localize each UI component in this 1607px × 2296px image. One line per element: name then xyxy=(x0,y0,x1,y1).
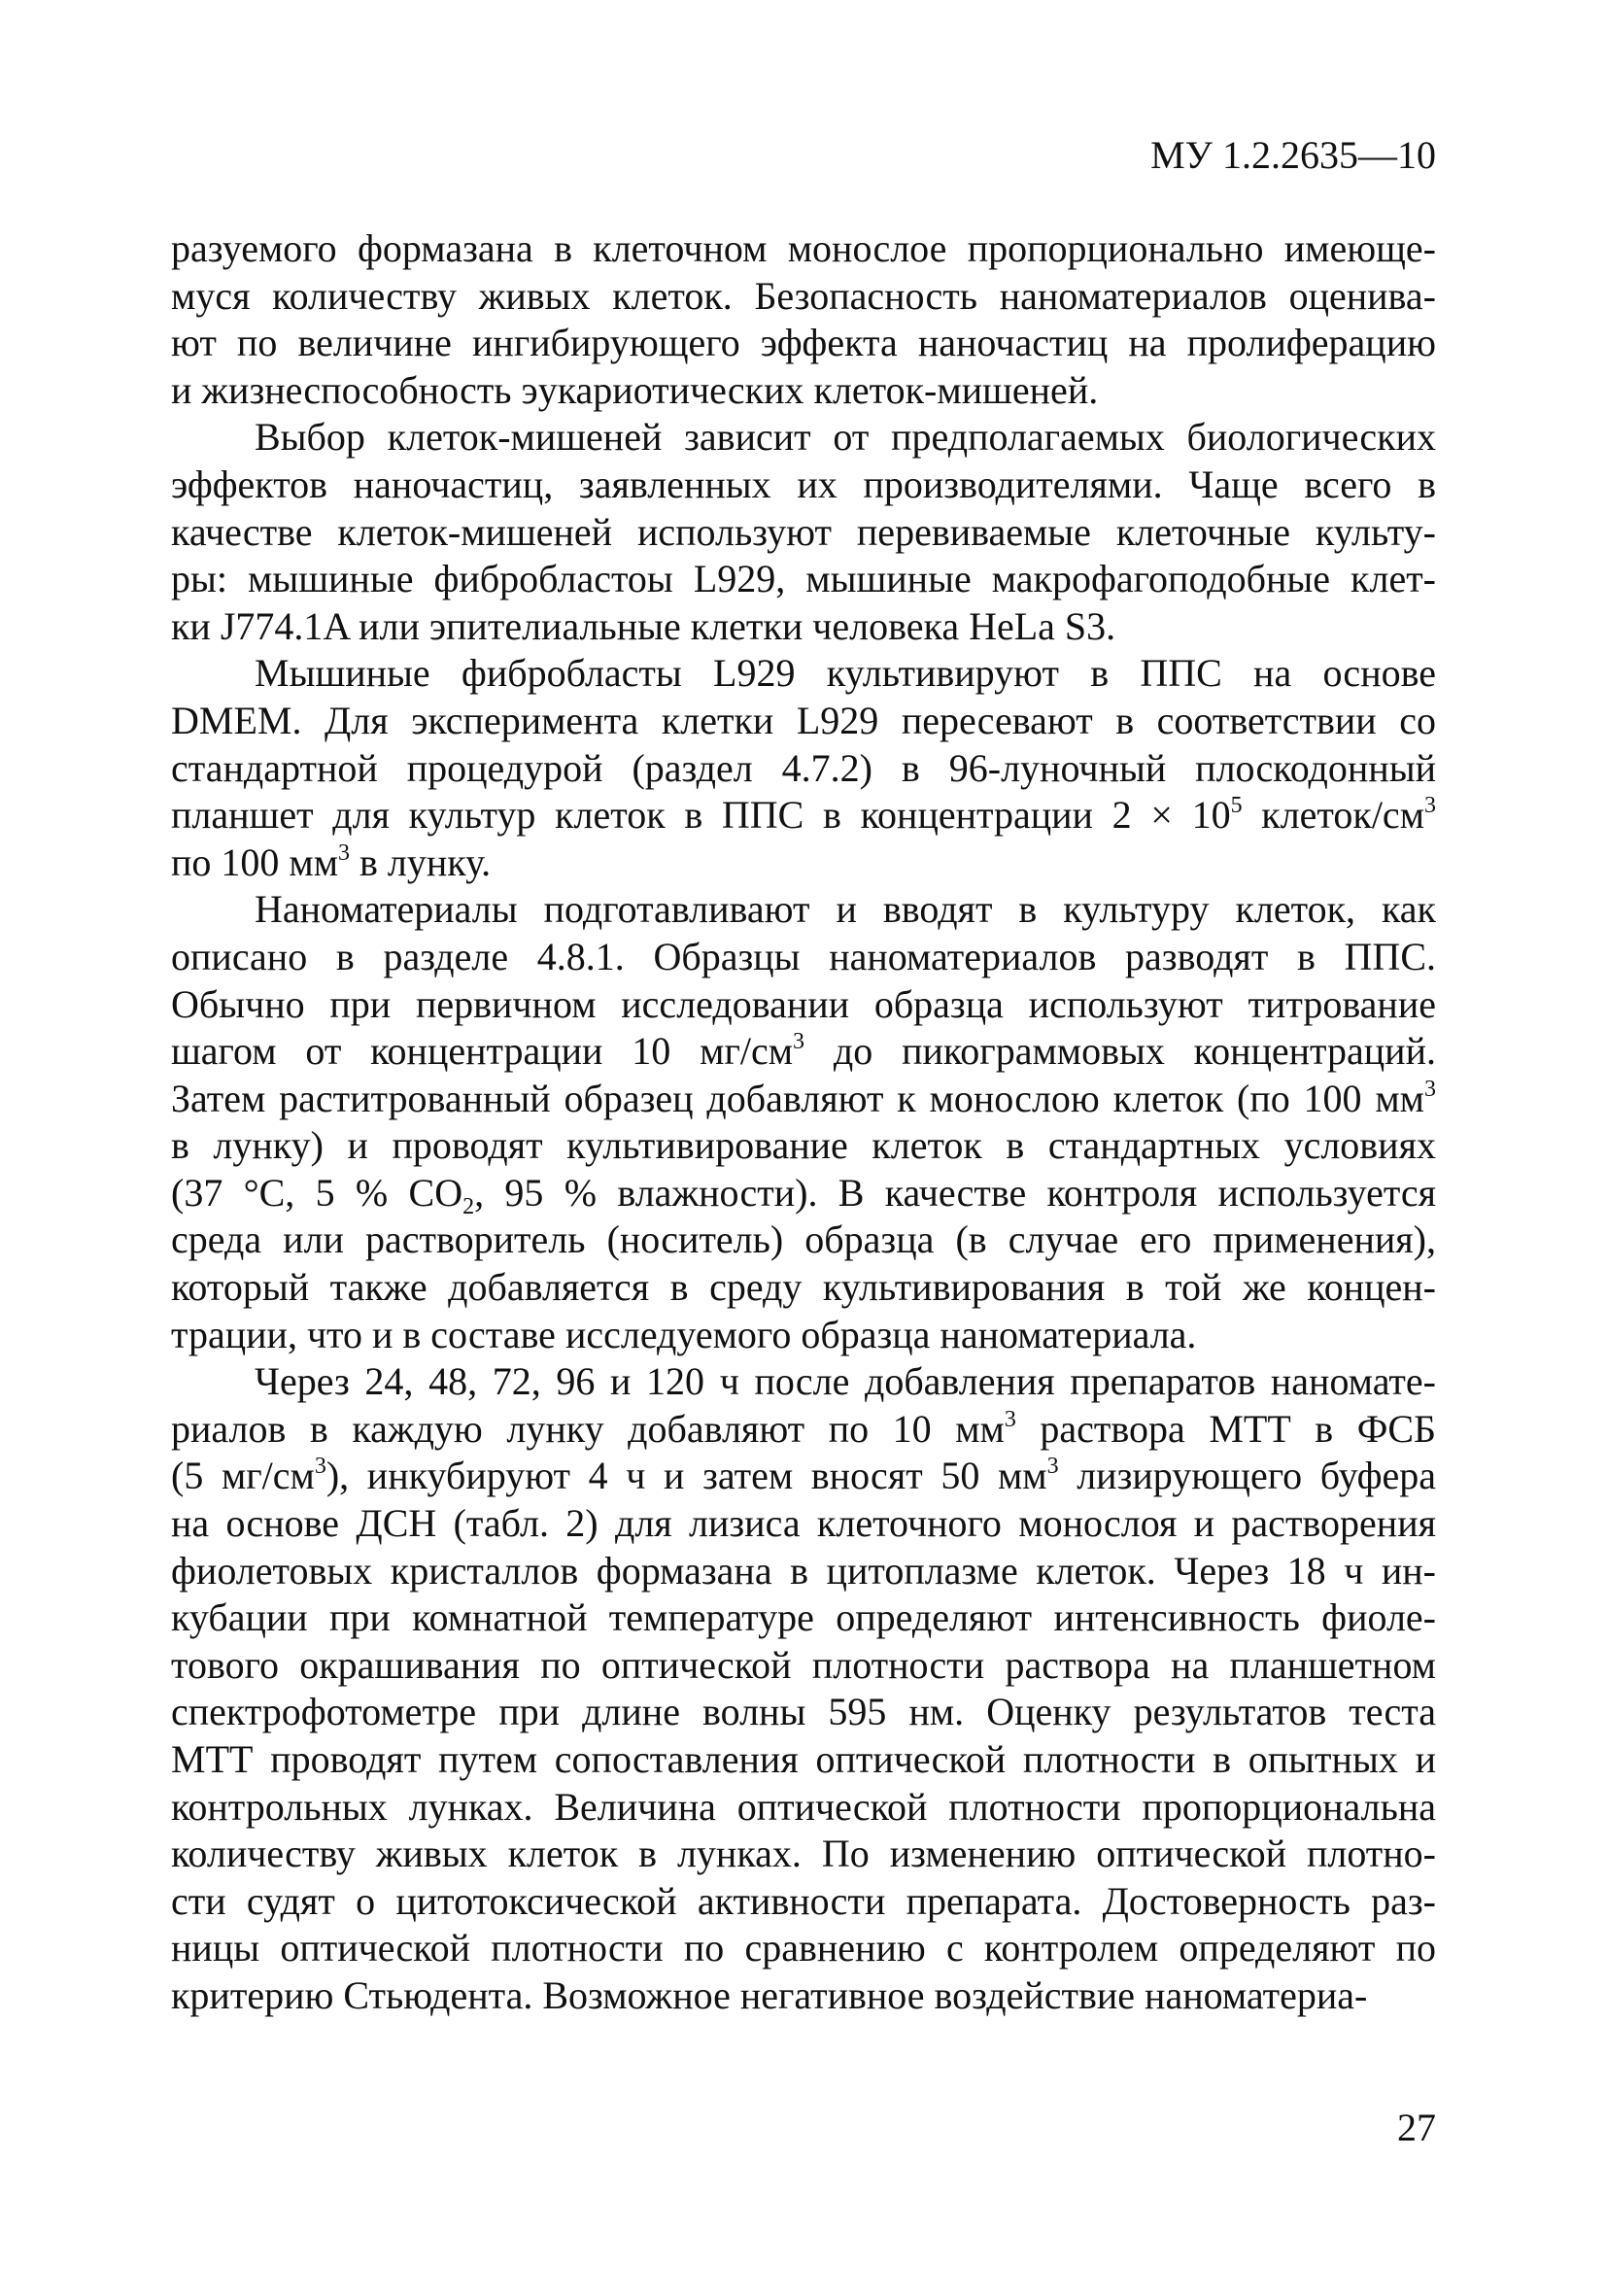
text-line xyxy=(171,840,1436,887)
text-line: Мышиные фибробласты L929 культивируют в ППС на основе xyxy=(255,651,1436,696)
text-line: Наноматериалы подготавливают и вводят в культуру клеток, как xyxy=(255,887,1436,932)
superscript: 3 xyxy=(1046,1454,1059,1480)
text-line xyxy=(171,1406,1436,1454)
text-segment: лизирующего буфера xyxy=(1058,1454,1437,1498)
text-line: контрольных лунках. Величина оптической плотности пропорциональна xyxy=(171,1784,1436,1829)
text-line: в лунку) и проводят культивирование клеток в стандартных условиях xyxy=(171,1123,1436,1168)
text-line: критерию Стьюдента. Возможное негативное воздействие наноматериа- xyxy=(171,1972,1368,2017)
text-line: ницы оптической плотности по сравнению с контролем определяют по xyxy=(171,1926,1436,1970)
text-line: Через 24, 48, 72, 96 и 120 ч после добавления препаратов наномате- xyxy=(255,1359,1436,1404)
text-line xyxy=(171,1453,1436,1500)
paragraph xyxy=(171,414,1436,650)
superscript: 3 xyxy=(1424,793,1437,819)
superscript: 3 xyxy=(1004,1406,1016,1432)
text-line xyxy=(171,1170,1436,1217)
text-line xyxy=(171,1028,1436,1076)
text-line: и жизнеспособность эукариотических клеток-мишеней. xyxy=(171,367,1099,412)
body-text xyxy=(171,225,1436,2020)
text-segment: (37 °С, 5 % СО xyxy=(171,1170,463,1215)
text-line: фиолетовых кристаллов формазана в цитоплазме клеток. Через 18 ч ин- xyxy=(171,1548,1436,1593)
document-code-header: МУ 1.2.2635—10 xyxy=(1150,133,1436,177)
text-line: муся количеству живых клеток. Безопасность наноматериалов оценива- xyxy=(171,273,1436,318)
paragraph xyxy=(171,1358,1436,2019)
text-line: Обычно при первичном исследовании образца используют титрование xyxy=(171,981,1436,1026)
text-segment: ), инкубируют 4 ч и затем вносят 50 мм xyxy=(325,1454,1047,1498)
superscript: 3 xyxy=(314,1454,326,1480)
text-line: количеству живых клеток в лунках. По изменению оптической плотно- xyxy=(171,1832,1436,1876)
text-segment: риалов в каждую лунку добавляют по 10 мм xyxy=(171,1406,1005,1451)
superscript: 3 xyxy=(1424,1076,1436,1102)
text-line: сти судят о цитотоксической активности препарата. Достоверность раз- xyxy=(171,1878,1436,1923)
text-segment: до пикограммовых концентраций. xyxy=(804,1029,1436,1074)
text-line: качестве клеток-мишеней используют перевиваемые клеточные культу- xyxy=(171,509,1436,554)
text-line: который также добавляется в среду культивирования в той же концен- xyxy=(171,1265,1436,1310)
text-line: тового окрашивания по оптической плотности раствора на планшетном xyxy=(171,1642,1436,1687)
text-segment: по 100 мм xyxy=(171,840,339,884)
text-line: на основе ДСН (табл. 2) для лизиса клеточного монослоя и растворения xyxy=(171,1501,1436,1546)
page-number: 27 xyxy=(1397,2106,1436,2149)
paragraph xyxy=(171,225,1436,414)
superscript: 3 xyxy=(338,840,351,866)
text-segment: планшет для культур клеток в ППС в концентрации 2 × 10 xyxy=(171,793,1231,838)
text-line: эффектов наночастиц, заявленных их производителями. Чаще всего в xyxy=(171,462,1436,506)
text-line: кубации при комнатной температуре определяют интенсивность фиоле- xyxy=(171,1595,1436,1640)
text-line: разуемого формазана в клеточном монослое пропорционально имеюще- xyxy=(171,226,1436,270)
subscript: 2 xyxy=(462,1193,475,1219)
text-segment: клеток/см xyxy=(1242,793,1425,838)
text-line: описано в разделе 4.8.1. Образцы наноматериалов разводят в ППС. xyxy=(171,934,1436,978)
text-segment: шагом от концентрации 10 мг/см xyxy=(171,1029,794,1074)
text-segment: (5 мг/см xyxy=(171,1454,315,1498)
text-line xyxy=(171,792,1436,840)
paragraph xyxy=(171,650,1436,886)
text-segment: в лунку. xyxy=(350,840,492,884)
text-line: спектрофотометре при длине волны 595 нм. Оценку результатов теста xyxy=(171,1690,1436,1734)
text-line: стандартной процедурой (раздел 4.7.2) в 96-луночный плоскодонный xyxy=(171,745,1436,790)
text-line: среда или растворитель (носитель) образца (в случае его применения), xyxy=(171,1217,1436,1262)
text-line: МТТ проводят путем сопоставления оптической плотности в опытных и xyxy=(171,1737,1436,1781)
text-segment: раствора МТТ в ФСБ xyxy=(1015,1406,1436,1451)
text-line: DMEM. Для эксперимента клетки L929 пересевают в соответствии со xyxy=(171,698,1436,742)
text-line: Выбор клеток-мишеней зависит от предполагаемых биологических xyxy=(255,415,1436,460)
text-line: трации, что и в составе исследуемого образца наноматериала. xyxy=(171,1312,1197,1356)
superscript: 5 xyxy=(1230,793,1243,819)
text-line: ки J774.1A или эпителиальные клетки человека HeLa S3. xyxy=(171,603,1116,648)
text-segment: Затем раститрованный образец добавляют к монослою клеток (по 100 мм xyxy=(171,1076,1424,1120)
paragraph xyxy=(171,886,1436,1358)
text-line xyxy=(171,1076,1436,1123)
text-line: ры: мышиные фибробластоы L929, мышиные макрофагоподобные клет- xyxy=(171,557,1436,601)
superscript: 3 xyxy=(793,1029,805,1055)
text-line: ют по величине ингибирующего эффекта наночастиц на пролиферацию xyxy=(171,321,1436,365)
text-segment: , 95 % влажности). В качестве контроля используется xyxy=(474,1170,1436,1215)
